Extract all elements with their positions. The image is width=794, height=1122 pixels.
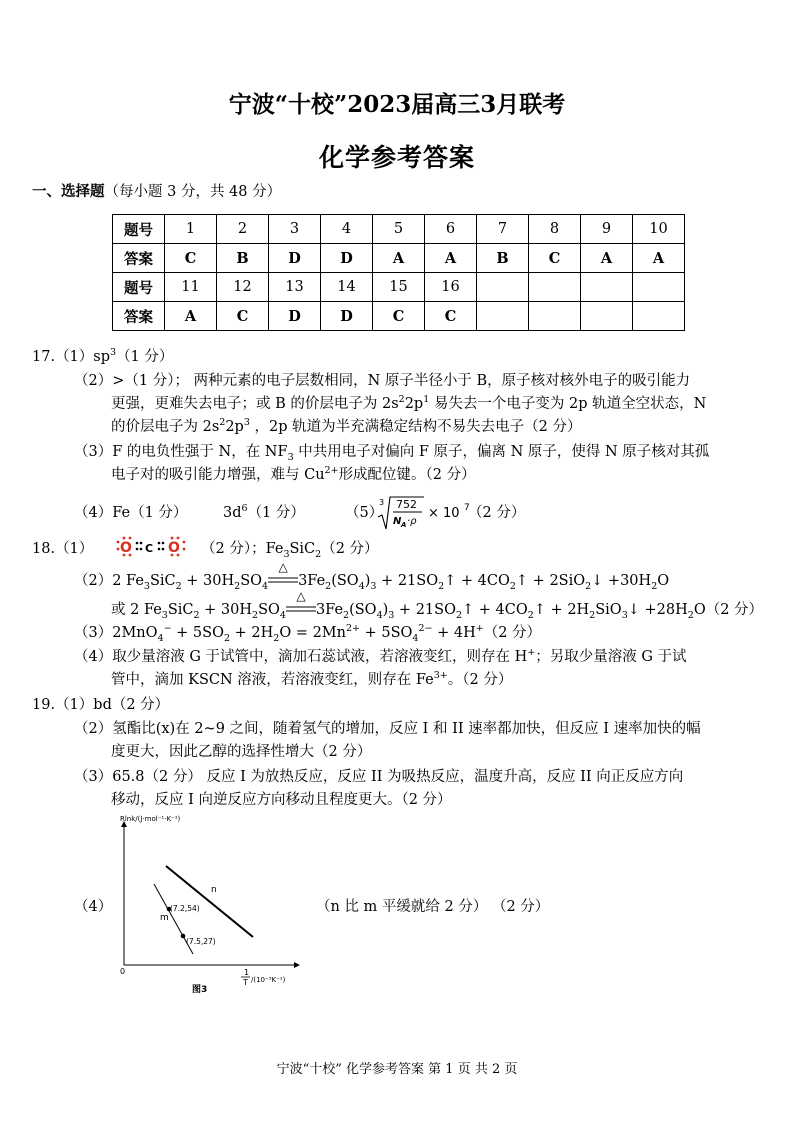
question-number-cell: 11 — [165, 273, 217, 302]
t: O = 2Mn — [279, 625, 346, 641]
s: 2 — [193, 609, 200, 621]
q18-number: 18. — [32, 541, 56, 557]
question-number-cell: 2 — [217, 215, 269, 244]
t: SiC — [167, 602, 194, 618]
question-number-cell: 9 — [581, 215, 633, 244]
t: SiC — [149, 573, 176, 589]
question-number-cell: 4 — [321, 215, 373, 244]
q19-part3-line2: 移动，反应 I 向逆反应方向移动且程度更大。（2 分） — [111, 792, 452, 808]
t: ↑ + 4CO — [444, 573, 510, 589]
root-denominator-sub: A — [401, 521, 407, 529]
lewis-o-left: O — [120, 540, 132, 556]
q17-part4-config — [223, 502, 305, 525]
q17-part1 — [32, 346, 173, 369]
text: SiC — [289, 541, 316, 557]
answer-cell — [529, 302, 581, 331]
heat-icon: △ — [296, 589, 306, 603]
t: (SO — [349, 602, 377, 618]
sub: 3 — [283, 548, 290, 560]
t: + 21SO — [376, 573, 439, 589]
sup: 3 — [243, 417, 250, 429]
page-footer: 宁波“十校” 化学参考答案 第 1 页 共 2 页 — [276, 1062, 518, 1077]
t: ) — [382, 602, 389, 618]
question-number-cell — [581, 273, 633, 302]
text: （2 分） — [321, 541, 379, 557]
q17-part5-score: （2 分） — [468, 505, 526, 521]
q18-part4-line2 — [111, 669, 512, 692]
q19-part4-note: （n 比 m 平缓就给 2 分） （2 分） — [316, 899, 550, 915]
t: SO — [240, 573, 263, 589]
t: ) — [364, 573, 371, 589]
s: 3 — [161, 609, 168, 621]
s: 3 — [621, 609, 628, 621]
text: ，2p 轨道为半充满稳定结构不易失去电子（2 分） — [249, 419, 582, 435]
root-numerator: 752 — [396, 498, 417, 511]
q17-p1: （1）sp — [55, 349, 111, 365]
text: （1 分） — [247, 505, 305, 521]
text: （3）F 的电负性强于 N，在 NF — [74, 444, 288, 460]
t: （2）2 Fe — [74, 573, 144, 589]
q19-part1 — [32, 694, 169, 717]
text: 的价层电子为 2s — [111, 419, 220, 435]
origin-label: 0 — [120, 967, 126, 976]
s: 4 — [279, 609, 286, 621]
q19-part2-line1: （2）氢酯比(x)在 2~9 之间，随着氢气的增加，反应 I 和 II 速率都加快，但反应 I 速率加快的幅 — [74, 721, 701, 737]
t: （4）取少量溶液 G 于试管中，滴加石蕊试液，若溶液变红，则存在 H — [74, 649, 528, 665]
text: 电子对的吸引能力增强，难与 Cu — [111, 467, 325, 483]
t: 管中，滴加 KSCN 溶液，若溶液变红，则存在 Fe — [111, 672, 434, 688]
s: 2 — [234, 580, 241, 592]
question-number-cell: 1 — [165, 215, 217, 244]
series-m-label: m — [160, 913, 169, 923]
t: + 2H — [230, 625, 274, 641]
q17-part2-line1: （2）>（1 分）； 两种元素的电子层数相同，N 原子半径小于 B，原子核对核外电子的吸引能力 — [74, 373, 691, 389]
figure3-chart — [112, 812, 302, 997]
q17-p1-sup: 3 — [110, 347, 117, 359]
s: 3 — [370, 580, 377, 592]
root-denominator: N — [393, 516, 402, 527]
t: 。（2 分） — [447, 672, 513, 688]
q18-part1 — [32, 538, 93, 561]
t: + 5SO — [171, 625, 224, 641]
t: + 4H — [432, 625, 476, 641]
q18-equation1 — [74, 560, 670, 593]
x-axis-label-den: T — [243, 978, 248, 987]
question-number-cell: 12 — [217, 273, 269, 302]
t: ↑ + 2H — [533, 602, 590, 618]
text: （1） — [55, 541, 94, 557]
s: + — [475, 623, 484, 635]
sup: 2 — [219, 417, 226, 429]
page-title: 宁波“十校”2023届高三3月联考 — [228, 91, 566, 118]
answer-cell: B — [477, 244, 529, 273]
row-label: 答案 — [113, 244, 165, 273]
s: 2 — [589, 609, 596, 621]
s: 3 — [143, 580, 150, 592]
sup: 1 — [423, 394, 430, 406]
question-number-cell: 7 — [477, 215, 529, 244]
q18-equation2 — [111, 589, 764, 622]
heat-icon: △ — [278, 560, 288, 574]
answer-cell — [633, 302, 685, 331]
s: 2 — [585, 580, 592, 592]
t: （3）2MnO — [74, 625, 158, 641]
question-number-cell — [633, 273, 685, 302]
question-number-cell: 3 — [269, 215, 321, 244]
lewis-c: C — [145, 542, 154, 555]
text: 2p — [225, 419, 244, 435]
answer-cell: A — [165, 302, 217, 331]
q17-part3-line1 — [74, 441, 709, 464]
table-row — [113, 215, 685, 244]
question-number-cell: 13 — [269, 273, 321, 302]
s: 4 — [412, 632, 419, 644]
s: + — [527, 647, 536, 659]
answer-cell: D — [321, 244, 373, 273]
text: （4）Fe（1 分） — [74, 505, 188, 521]
point-label: (7.5,27) — [186, 937, 216, 946]
answer-cell: A — [633, 244, 685, 273]
heat-equals — [268, 560, 298, 593]
question-number-cell: 5 — [373, 215, 425, 244]
s: 2 — [252, 609, 259, 621]
answer-table — [112, 214, 685, 331]
q19-part4: （4） — [74, 899, 113, 915]
text: 中共用电子对偏向 F 原子，偏离 N 原子，使得 N 原子核对其孤 — [293, 444, 710, 460]
s: 3+ — [433, 670, 448, 682]
q17-number: 17. — [32, 349, 56, 365]
t: SO — [258, 602, 280, 618]
section-heading — [32, 180, 281, 201]
t: ↓ +30H — [591, 573, 652, 589]
t: O — [657, 573, 670, 589]
q17-part5: （5） — [345, 505, 384, 521]
row-label: 题号 — [113, 215, 165, 244]
s: 2 — [223, 632, 231, 644]
question-number-cell: 10 — [633, 215, 685, 244]
question-number-cell: 8 — [529, 215, 581, 244]
root-index: 3 — [379, 498, 385, 507]
s: 2 — [509, 580, 516, 592]
page-subtitle: 化学参考答案 — [318, 143, 475, 172]
question-number-cell — [477, 273, 529, 302]
s: 2 — [273, 632, 280, 644]
root-denominator-rest: ·ρ — [407, 516, 417, 527]
q17-part2-line3 — [111, 416, 581, 439]
s: 4 — [358, 580, 365, 592]
table-row — [113, 273, 685, 302]
sup: 2+ — [324, 465, 339, 477]
answer-cell — [581, 302, 633, 331]
section-label: 一、选择题 — [32, 184, 105, 200]
s: 4 — [376, 609, 383, 621]
series-n-label: n — [211, 885, 217, 895]
sub: 2 — [315, 548, 322, 560]
q18-part4-line1 — [74, 646, 687, 669]
heat-equals — [286, 589, 316, 622]
question-number-cell: 6 — [425, 215, 477, 244]
row-label: 答案 — [113, 302, 165, 331]
co2-lewis-structure — [110, 532, 190, 562]
q17-part3-line2 — [111, 464, 476, 487]
s: 2 — [455, 609, 463, 621]
t: + 5SO — [360, 625, 413, 641]
t: + 30H — [181, 573, 235, 589]
answer-cell: C — [373, 302, 425, 331]
answer-cell: B — [217, 244, 269, 273]
s: − — [163, 623, 172, 635]
s: 4 — [157, 632, 164, 644]
s: 2 — [175, 580, 182, 592]
answer-cell: D — [269, 244, 321, 273]
x-axis-label-unit: /(10⁻³K⁻¹) — [251, 976, 286, 984]
t: ↑ + 4CO — [462, 602, 528, 618]
figure-caption: 图3 — [192, 985, 208, 995]
s: 2+ — [345, 623, 360, 635]
text: 易失去一个电子变为 2p 轨道全空状态，N — [429, 396, 707, 412]
t: + 30H — [199, 602, 253, 618]
s: 4 — [262, 580, 269, 592]
answer-cell: C — [529, 244, 581, 273]
text: 3d — [223, 505, 242, 521]
answer-cell: C — [425, 302, 477, 331]
root-exponent: 7 — [464, 503, 470, 513]
t: ↓ +28H — [627, 602, 688, 618]
series-n-line — [166, 866, 253, 937]
t: 3Fe — [298, 573, 326, 589]
s: 2 — [325, 580, 332, 592]
answer-cell: C — [217, 302, 269, 331]
s: 2 — [343, 609, 350, 621]
q18-part1-rest — [201, 538, 379, 561]
s: 2− — [418, 623, 433, 635]
text: （2 分）；Fe — [201, 541, 284, 557]
answer-cell: D — [321, 302, 373, 331]
answer-cell: A — [373, 244, 425, 273]
question-number-cell: 14 — [321, 273, 373, 302]
q17-part4 — [74, 502, 187, 525]
t: 3Fe — [315, 602, 344, 618]
question-number-cell — [529, 273, 581, 302]
s: 2 — [687, 609, 694, 621]
s: 2 — [527, 609, 534, 621]
s: 3 — [388, 609, 395, 621]
q19-part3-line1: （3）65.8（2 分） 反应 I 为放热反应，反应 II 为吸热反应，温度升高，反应 II 向正反应方向 — [74, 769, 684, 785]
x-axis-label-num: 1 — [244, 968, 250, 977]
t: (SO — [331, 573, 359, 589]
t: + 21SO — [394, 602, 456, 618]
lewis-svg — [110, 532, 190, 562]
text: 更强，更难失去电子；或 B 的价层电子为 2s — [111, 396, 399, 412]
q19-part2-line2: 度更大，因此乙醇的选择性增大（2 分） — [111, 744, 372, 760]
sub: 3 — [287, 451, 294, 463]
s: 2 — [438, 580, 445, 592]
answer-cell — [477, 302, 529, 331]
y-axis-label: Rlnk/(J·mol⁻¹·K⁻¹) — [120, 815, 181, 823]
answer-cell: A — [581, 244, 633, 273]
section-note: （每小题 3 分，共 48 分） — [104, 184, 282, 200]
point-label: (7.2,54) — [170, 904, 200, 913]
root-times: × 10 — [428, 506, 460, 521]
data-point-m-2 — [181, 934, 186, 939]
answer-cell: C — [165, 244, 217, 273]
t: 或 2 Fe — [111, 602, 162, 618]
q17-p1-score: （1 分） — [116, 349, 174, 365]
t: ；另取少量溶液 G 于试 — [535, 649, 687, 665]
text: 形成配位键。（2 分） — [338, 467, 476, 483]
t: SiO — [595, 602, 622, 618]
answer-cell: D — [269, 302, 321, 331]
sup: 2 — [398, 394, 405, 406]
sup: 6 — [241, 503, 248, 515]
t: ↑ + 2SiO — [515, 573, 586, 589]
table-row — [113, 302, 685, 331]
q17-part2-line2 — [111, 393, 706, 416]
t: （1）bd（2 分） — [55, 697, 170, 713]
q18-equation3 — [74, 622, 541, 645]
answer-cell: A — [425, 244, 477, 273]
table-row — [113, 244, 685, 273]
t: O（2 分） — [693, 602, 764, 618]
q19-number: 19. — [32, 697, 56, 713]
question-number-cell: 16 — [425, 273, 477, 302]
text: 2p — [404, 396, 424, 412]
t: （2 分） — [483, 625, 542, 641]
s: 2 — [651, 580, 658, 592]
lewis-o-right: O — [168, 540, 180, 556]
question-number-cell: 15 — [373, 273, 425, 302]
row-label: 题号 — [113, 273, 165, 302]
